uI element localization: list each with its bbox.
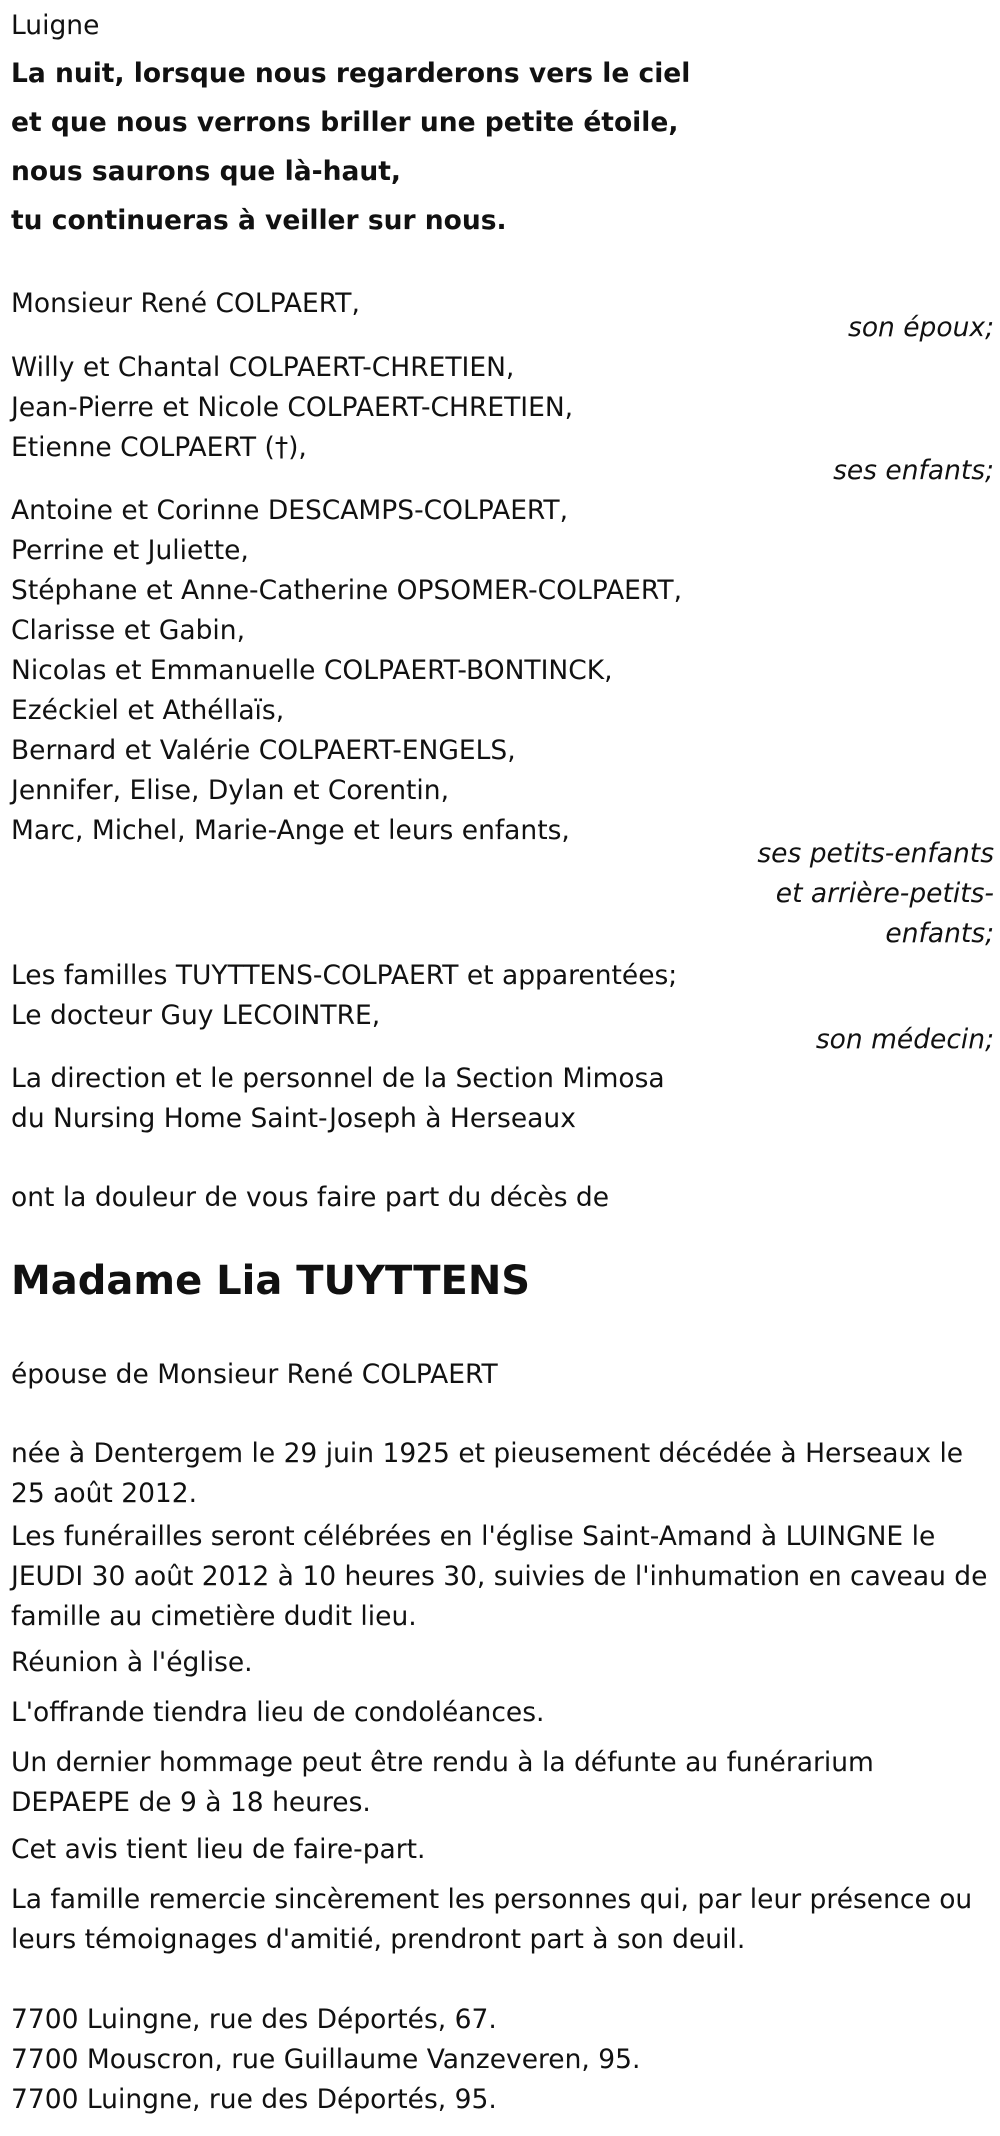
staff-line: La direction et le personnel de la Section Mimosa [11, 1063, 665, 1094]
families-line: Les familles TUYTTENS-COLPAERT et apparentées; [11, 960, 678, 991]
funerarium-note: Un dernier hommage peut être rendu à la défunte au funérarium DEPAEPE de 9 à 18 heures. [11, 1747, 874, 1818]
children-relation: ses enfants; [833, 455, 994, 486]
child-name: Willy et Chantal COLPAERT-CHRETIEN, [11, 352, 515, 383]
grandchild-name: Ezéckiel et Athéllaïs, [11, 695, 285, 726]
grandchildren-relation-line: enfants; [885, 918, 994, 949]
poem [11, 49, 996, 245]
poem-line: La nuit, lorsque nous regarderons vers le ciel [11, 58, 691, 89]
spouse-relation: son époux; [848, 312, 994, 343]
condolences-note: L'offrande tiendra lieu de condoléances. [11, 1697, 545, 1728]
addresses [11, 2000, 996, 2120]
grandchild-name: Antoine et Corinne DESCAMPS-COLPAERT, [11, 495, 569, 526]
thanks-note: La famille remercie sincèrement les personnes qui, par leur présence ou leurs témoignages d'amitié, prendront part à son deuil. [11, 1884, 973, 1955]
grandchild-name: Clarisse et Gabin, [11, 615, 245, 646]
poem-line: et que nous verrons briller une petite étoile, [11, 107, 679, 138]
poem-line: nous saurons que là-haut, [11, 156, 401, 187]
grandchildren-relation [634, 834, 994, 954]
grandchild-name: Jennifer, Elise, Dylan et Corentin, [11, 775, 450, 806]
announcement: ont la douleur de vous faire part du décès de [11, 1182, 610, 1213]
spouse-name: Monsieur René COLPAERT, [11, 288, 360, 319]
grandchild-name: Nicolas et Emmanuelle COLPAERT-BONTINCK, [11, 655, 613, 686]
location: Luigne [11, 10, 100, 41]
grandchild-name: Stéphane et Anne-Catherine OPSOMER-COLPAERT, [11, 575, 683, 606]
grandchild-name: Marc, Michel, Marie-Ange et leurs enfants, [11, 815, 570, 846]
grandchild-name: Bernard et Valérie COLPAERT-ENGELS, [11, 735, 516, 766]
funeral-details: Les funérailles seront célébrées en l'église Saint-Amand à LUINGNE le JEUDI 30 août 2012 à 10 heures 30, suivies de l'inhumation en caveau de famille au cimetière dudit lieu. [11, 1521, 988, 1632]
address-line: 7700 Luingne, rue des Déportés, 67. [11, 2004, 497, 2035]
grandchildren-relation-line: et arrière-petits- [775, 878, 994, 909]
birth-death: née à Dentergem le 29 juin 1925 et pieusement décédée à Herseaux le 25 août 2012. [11, 1438, 964, 1509]
poem-line: tu continueras à veiller sur nous. [11, 205, 507, 236]
staff-line: du Nursing Home Saint-Joseph à Herseaux [11, 1103, 576, 1134]
child-name: Etienne COLPAERT (†), [11, 432, 307, 463]
deceased-name: Madame Lia TUYTTENS [11, 1258, 531, 1304]
notice-note: Cet avis tient lieu de faire-part. [11, 1834, 426, 1865]
address-line: 7700 Mouscron, rue Guillaume Vanzeveren, 95. [11, 2044, 641, 2075]
doctor-relation: son médecin; [815, 1024, 994, 1055]
deceased-spouse: épouse de Monsieur René COLPAERT [11, 1359, 498, 1390]
address-line: 7700 Luingne, rue des Déportés, 95. [11, 2084, 497, 2115]
staff-lines [11, 1059, 996, 1139]
doctor-name: Le docteur Guy LECOINTRE, [11, 1000, 381, 1031]
grandchildren-list [11, 491, 996, 851]
meeting-note: Réunion à l'église. [11, 1647, 253, 1678]
grandchild-name: Perrine et Juliette, [11, 535, 249, 566]
grandchildren-relation-line: ses petits-enfants [757, 838, 994, 869]
child-name: Jean-Pierre et Nicole COLPAERT-CHRETIEN, [11, 392, 574, 423]
children-list [11, 348, 996, 468]
